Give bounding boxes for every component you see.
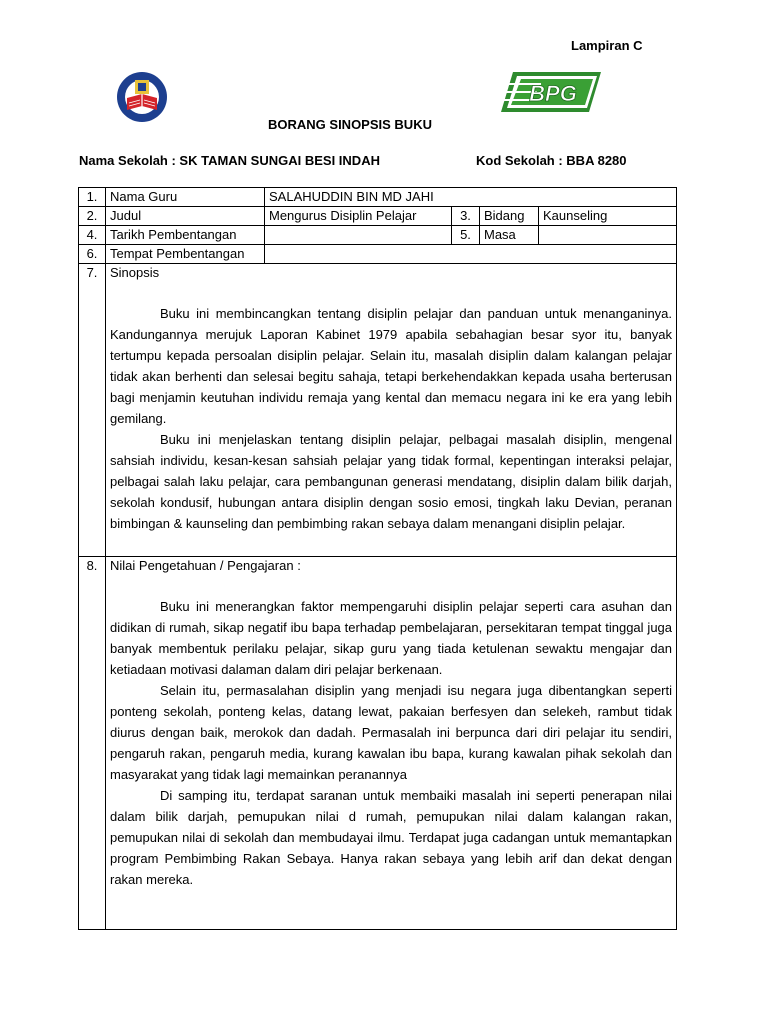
label-nama-guru: Nama Guru — [106, 188, 265, 207]
value-bidang: Kaunseling — [539, 207, 677, 226]
row-nilai — [79, 557, 677, 930]
ministry-logo — [114, 70, 170, 124]
form-title: BORANG SINOPSIS BUKU — [268, 117, 432, 132]
bpg-logo — [501, 70, 601, 114]
value-nama-guru: SALAHUDDIN BIN MD JAHI — [265, 188, 677, 207]
nilai-label: Nilai Pengetahuan / Pengajaran : — [110, 558, 301, 573]
row-judul — [79, 207, 677, 226]
row-number: 8. — [79, 557, 106, 930]
nilai-paragraph: Di samping itu, terdapat saranan untuk membaiki masalah ini seperti penerapan nilai dalam bilik darjah, pemupukan nilai d rumah, pemupukan nilai dalam kalangan rakan, pemupukan nilai di sekolah dan membudayai ilmu. Terdapat juga cadangan untuk memantapkan program Pembimbing Rakan Sebaya. Hanya rakan sebaya yang lebih arif dan dekat dengan rakan mereka. — [110, 788, 673, 887]
row-tempat — [79, 245, 677, 264]
row-number: 3. — [452, 207, 480, 226]
value-judul: Mengurus Disiplin Pelajar — [265, 207, 452, 226]
value-tarikh — [265, 226, 452, 245]
sinopsis-paragraph: Buku ini menjelaskan tentang disiplin pelajar, pelbagai masalah disiplin, mengenal sahsiah individu, kesan-kesan sahsiah pelajar yang tidak formal, kepentingan interaksi pelajar, pelbagai salah laku pelajar, cara pembangunan generasi mendatang, disiplin dalam bilik darjah, sekolah kondusif, hubungan antara disiplin dengan sosio emosi, tingkah laku Devian, peranan bimbingan & kaunseling dan pembimbing rakan sebaya dalam menangani disiplin pelajar. — [110, 432, 673, 531]
row-number: 4. — [79, 226, 106, 245]
synopsis-form-table — [78, 187, 677, 930]
school-name: Nama Sekolah : SK TAMAN SUNGAI BESI INDAH — [79, 153, 380, 168]
row-number: 1. — [79, 188, 106, 207]
label-masa: Masa — [480, 226, 539, 245]
row-number: 6. — [79, 245, 106, 264]
nilai-cell — [106, 557, 677, 930]
value-tempat — [265, 245, 677, 264]
row-number: 7. — [79, 264, 106, 557]
sinopsis-paragraph: Buku ini membincangkan tentang disiplin pelajar dan panduan untuk menanganinya. Kandungannya merujuk Laporan Kabinet 1979 apabila sebahagian besar syor itu, banyak tertumpu kepada persoalan disiplin pelajar. Selain itu, masalah disiplin dalam kalangan pelajar tidak akan berhenti dan selesai begitu sahaja, tetapi berkehendakkan kepada usaha berterusan bagi menjamin keutuhan individu remaja yang kental dan memacu negara ini ke era yang lebih gemilang. — [110, 306, 673, 426]
sinopsis-body — [110, 282, 672, 534]
row-sinopsis — [79, 264, 677, 557]
value-masa — [539, 226, 677, 245]
label-bidang: Bidang — [480, 207, 539, 226]
row-nama-guru — [79, 188, 677, 207]
sinopsis-cell — [106, 264, 677, 557]
sinopsis-label: Sinopsis — [110, 265, 160, 280]
label-judul: Judul — [106, 207, 265, 226]
nilai-body — [110, 575, 672, 890]
lampiran-label: Lampiran C — [571, 38, 643, 53]
label-tempat: Tempat Pembentangan — [106, 245, 265, 264]
nilai-paragraph: Selain itu, permasalahan disiplin yang menjadi isu negara juga dibentangkan seperti ponteng sekolah, ponteng kelas, datang lewat, pakaian berfesyen dan selekeh, rambut tidak diurus dengan baik, merokok dan dadah. Permasalah ini berpunca dari diri pelajar itu sendiri, pengaruh rakan, pengaruh media, kurang kawalan ibu bapa, kurang kawalan pihak sekolah dan masyarakat yang tidak lagi memainkan peranannya — [110, 683, 673, 782]
school-code: Kod Sekolah : BBA 8280 — [476, 153, 627, 168]
row-number: 2. — [79, 207, 106, 226]
nilai-paragraph: Buku ini menerangkan faktor mempengaruhi disiplin pelajar seperti cara asuhan dan didikan di rumah, sikap negatif ibu bapa terhadap pembelajaran, persekitaran tempat tinggal juga banyak membentuk perilaku pelajar, sikap guru yang tiada ketulenan sewaktu mengajar dan ketiadaan motivasi dalaman dalam diri pelajar berkenaan. — [110, 599, 673, 677]
bpg-logo-text: BPG — [529, 81, 577, 106]
label-tarikh: Tarikh Pembentangan — [106, 226, 265, 245]
row-number: 5. — [452, 226, 480, 245]
row-tarikh — [79, 226, 677, 245]
